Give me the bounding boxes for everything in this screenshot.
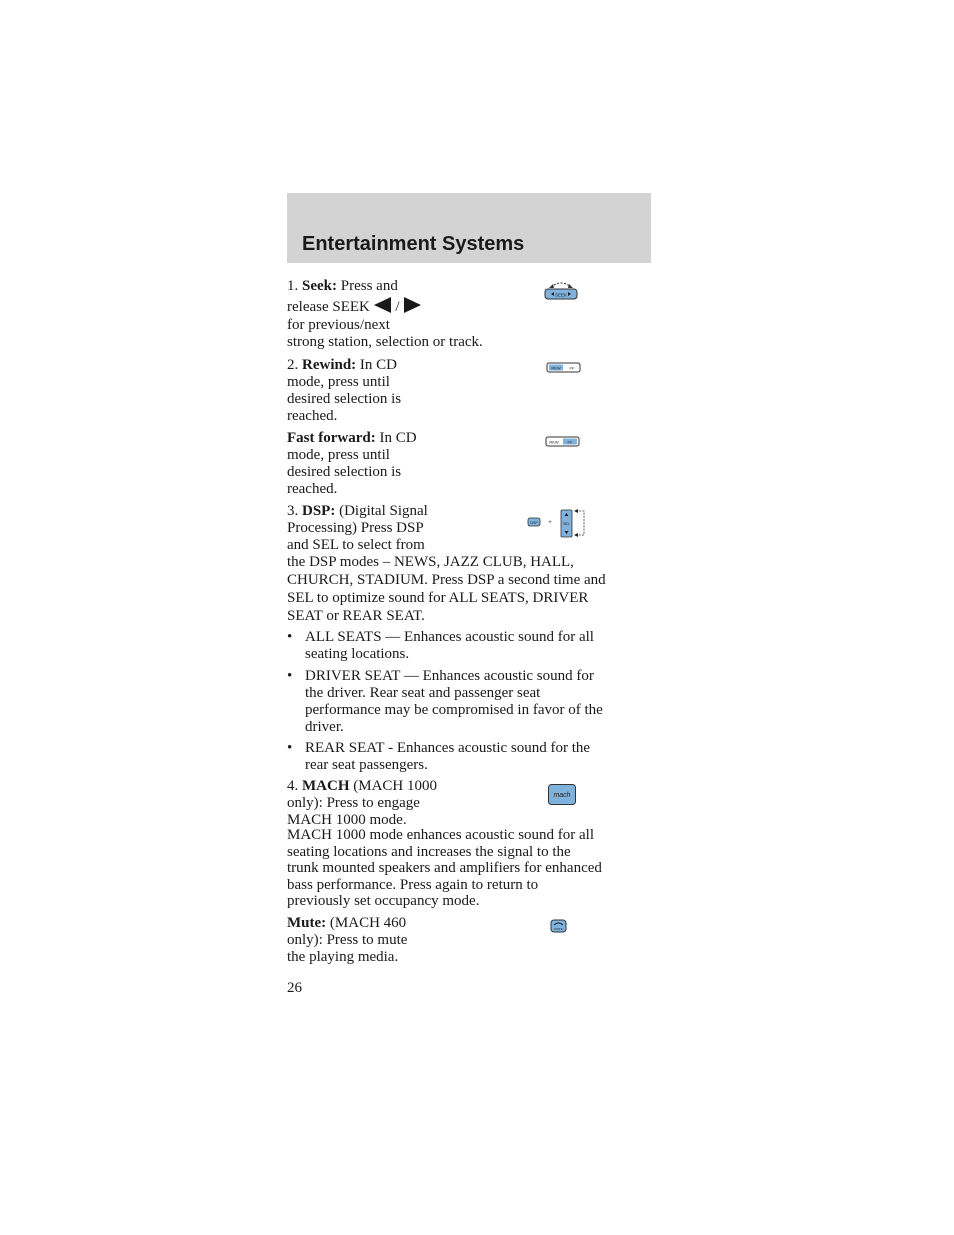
bullet-line: rear seat passengers. [305, 757, 428, 773]
bullet-dot: • [287, 668, 293, 684]
dsp-line6: SEL to optimize sound for ALL SEATS, DRIVER [287, 590, 589, 606]
mach-line2: only): Press to engage [287, 795, 420, 811]
seek-text-cont2 [287, 334, 587, 351]
bullet-dot: • [287, 740, 293, 756]
mute-text [287, 915, 527, 966]
rew-icon-label: REW [551, 365, 561, 371]
fastforward-line3: desired selection is [287, 464, 402, 480]
fastforward-text [287, 430, 527, 498]
seek-line3: for previous/next [287, 317, 390, 333]
dsp-num: 3. [287, 503, 299, 519]
rewind-num: 2. [287, 357, 299, 373]
section-title: Entertainment Systems [302, 233, 525, 255]
seek-icon-label: SEEK [554, 292, 568, 298]
seek-text-cont [287, 317, 527, 334]
mach-button-icon [547, 783, 577, 807]
sel-icon-label: SEL [563, 522, 570, 526]
dsp-line7: SEAT or REAR SEAT. [287, 608, 425, 624]
bullet-dot: • [287, 629, 293, 645]
section-header [287, 193, 651, 263]
mach-line3: MACH 1000 mode. [287, 812, 407, 828]
mute-label: Mute: [287, 915, 327, 931]
mach-text-cont [287, 827, 651, 910]
dsp-line3: and SEL to select from [287, 537, 425, 553]
seek-line1: Press and [340, 278, 398, 294]
mach-text [287, 778, 527, 829]
ff-ff-icon-label: FF [567, 439, 573, 445]
rewind-line2: mode, press until [287, 374, 390, 390]
dsp-line1: (Digital Signal [339, 503, 428, 519]
dsp-plus-label: + [548, 520, 552, 526]
seek-label: Seek: [302, 278, 337, 294]
mach-line8: previously set occupancy mode. [287, 893, 480, 909]
dsp-line2: Processing) Press DSP [287, 520, 424, 536]
seek-line4: strong station, selection or track. [287, 334, 483, 350]
mute-line1: (MACH 460 [329, 915, 407, 931]
bullet-line: the driver. Rear seat and passenger seat [305, 685, 541, 701]
mach-line5: seating locations and increases the signal to the [287, 843, 571, 860]
mute-icon-label: MUTE [554, 927, 563, 931]
bullet-line: REAR SEAT - Enhances acoustic sound for the [305, 740, 591, 756]
seek-slash: / [395, 299, 400, 315]
ff-button-icon [545, 436, 581, 448]
rewind-text [287, 357, 527, 425]
fastforward-line2: mode, press until [287, 447, 390, 463]
dsp-text [287, 503, 527, 554]
mach-icon-label: mach [553, 792, 571, 799]
dsp-line4: the DSP modes – NEWS, JAZZ CLUB, HALL, [287, 554, 574, 570]
dsp-icon-label: DSP [530, 520, 538, 525]
dsp-label: DSP: [302, 503, 336, 519]
bullet-line: driver. [305, 719, 344, 735]
seek-button-icon [543, 281, 579, 301]
mach-label: MACH [302, 778, 350, 794]
bullet-line: seating locations. [305, 646, 410, 662]
rewind-line4: reached. [287, 408, 338, 424]
bullet-line: DRIVER SEAT — Enhances acoustic sound for [305, 668, 594, 684]
ff-rew-icon-label: REW [549, 439, 559, 445]
page-number: 26 [287, 980, 302, 996]
dsp-text-cont [287, 553, 651, 625]
seek-num: 1. [287, 278, 299, 294]
bullet-line: ALL SEATS — Enhances acoustic sound for all [305, 629, 594, 645]
left-arrow-icon [374, 297, 392, 313]
right-arrow-icon [403, 297, 421, 313]
mach-line4: MACH 1000 mode enhances acoustic sound for all [287, 827, 595, 843]
fastforward-line1: In CD [379, 430, 417, 446]
seek-line2: release SEEK [287, 299, 370, 315]
rewind-line1: In CD [359, 357, 398, 373]
rewind-line3: desired selection is [287, 391, 402, 407]
bullet-line: performance may be compromised in favor of the [305, 702, 603, 718]
mute-line2: only): Press to mute [287, 932, 408, 948]
dsp-line5: CHURCH, STADIUM. Press DSP a second time and [287, 572, 606, 588]
fastforward-line4: reached. [287, 481, 338, 497]
mach-line6: trunk mounted speakers and amplifiers for enhanced [287, 860, 602, 876]
rew-button-icon [546, 362, 582, 374]
mach-line7: bass performance. Press again to return to [287, 876, 539, 893]
dsp-sel-button-icon [526, 507, 588, 541]
mach-num: 4. [287, 778, 299, 794]
rewind-label: Rewind: [302, 357, 357, 373]
seek-text [287, 278, 527, 316]
mach-line1: (MACH 1000 [353, 778, 438, 794]
mute-line3: the playing media. [287, 949, 399, 965]
fastforward-label: Fast forward: [287, 430, 376, 446]
mute-button-icon [550, 919, 568, 934]
ff-icon-label: FF [569, 365, 575, 371]
